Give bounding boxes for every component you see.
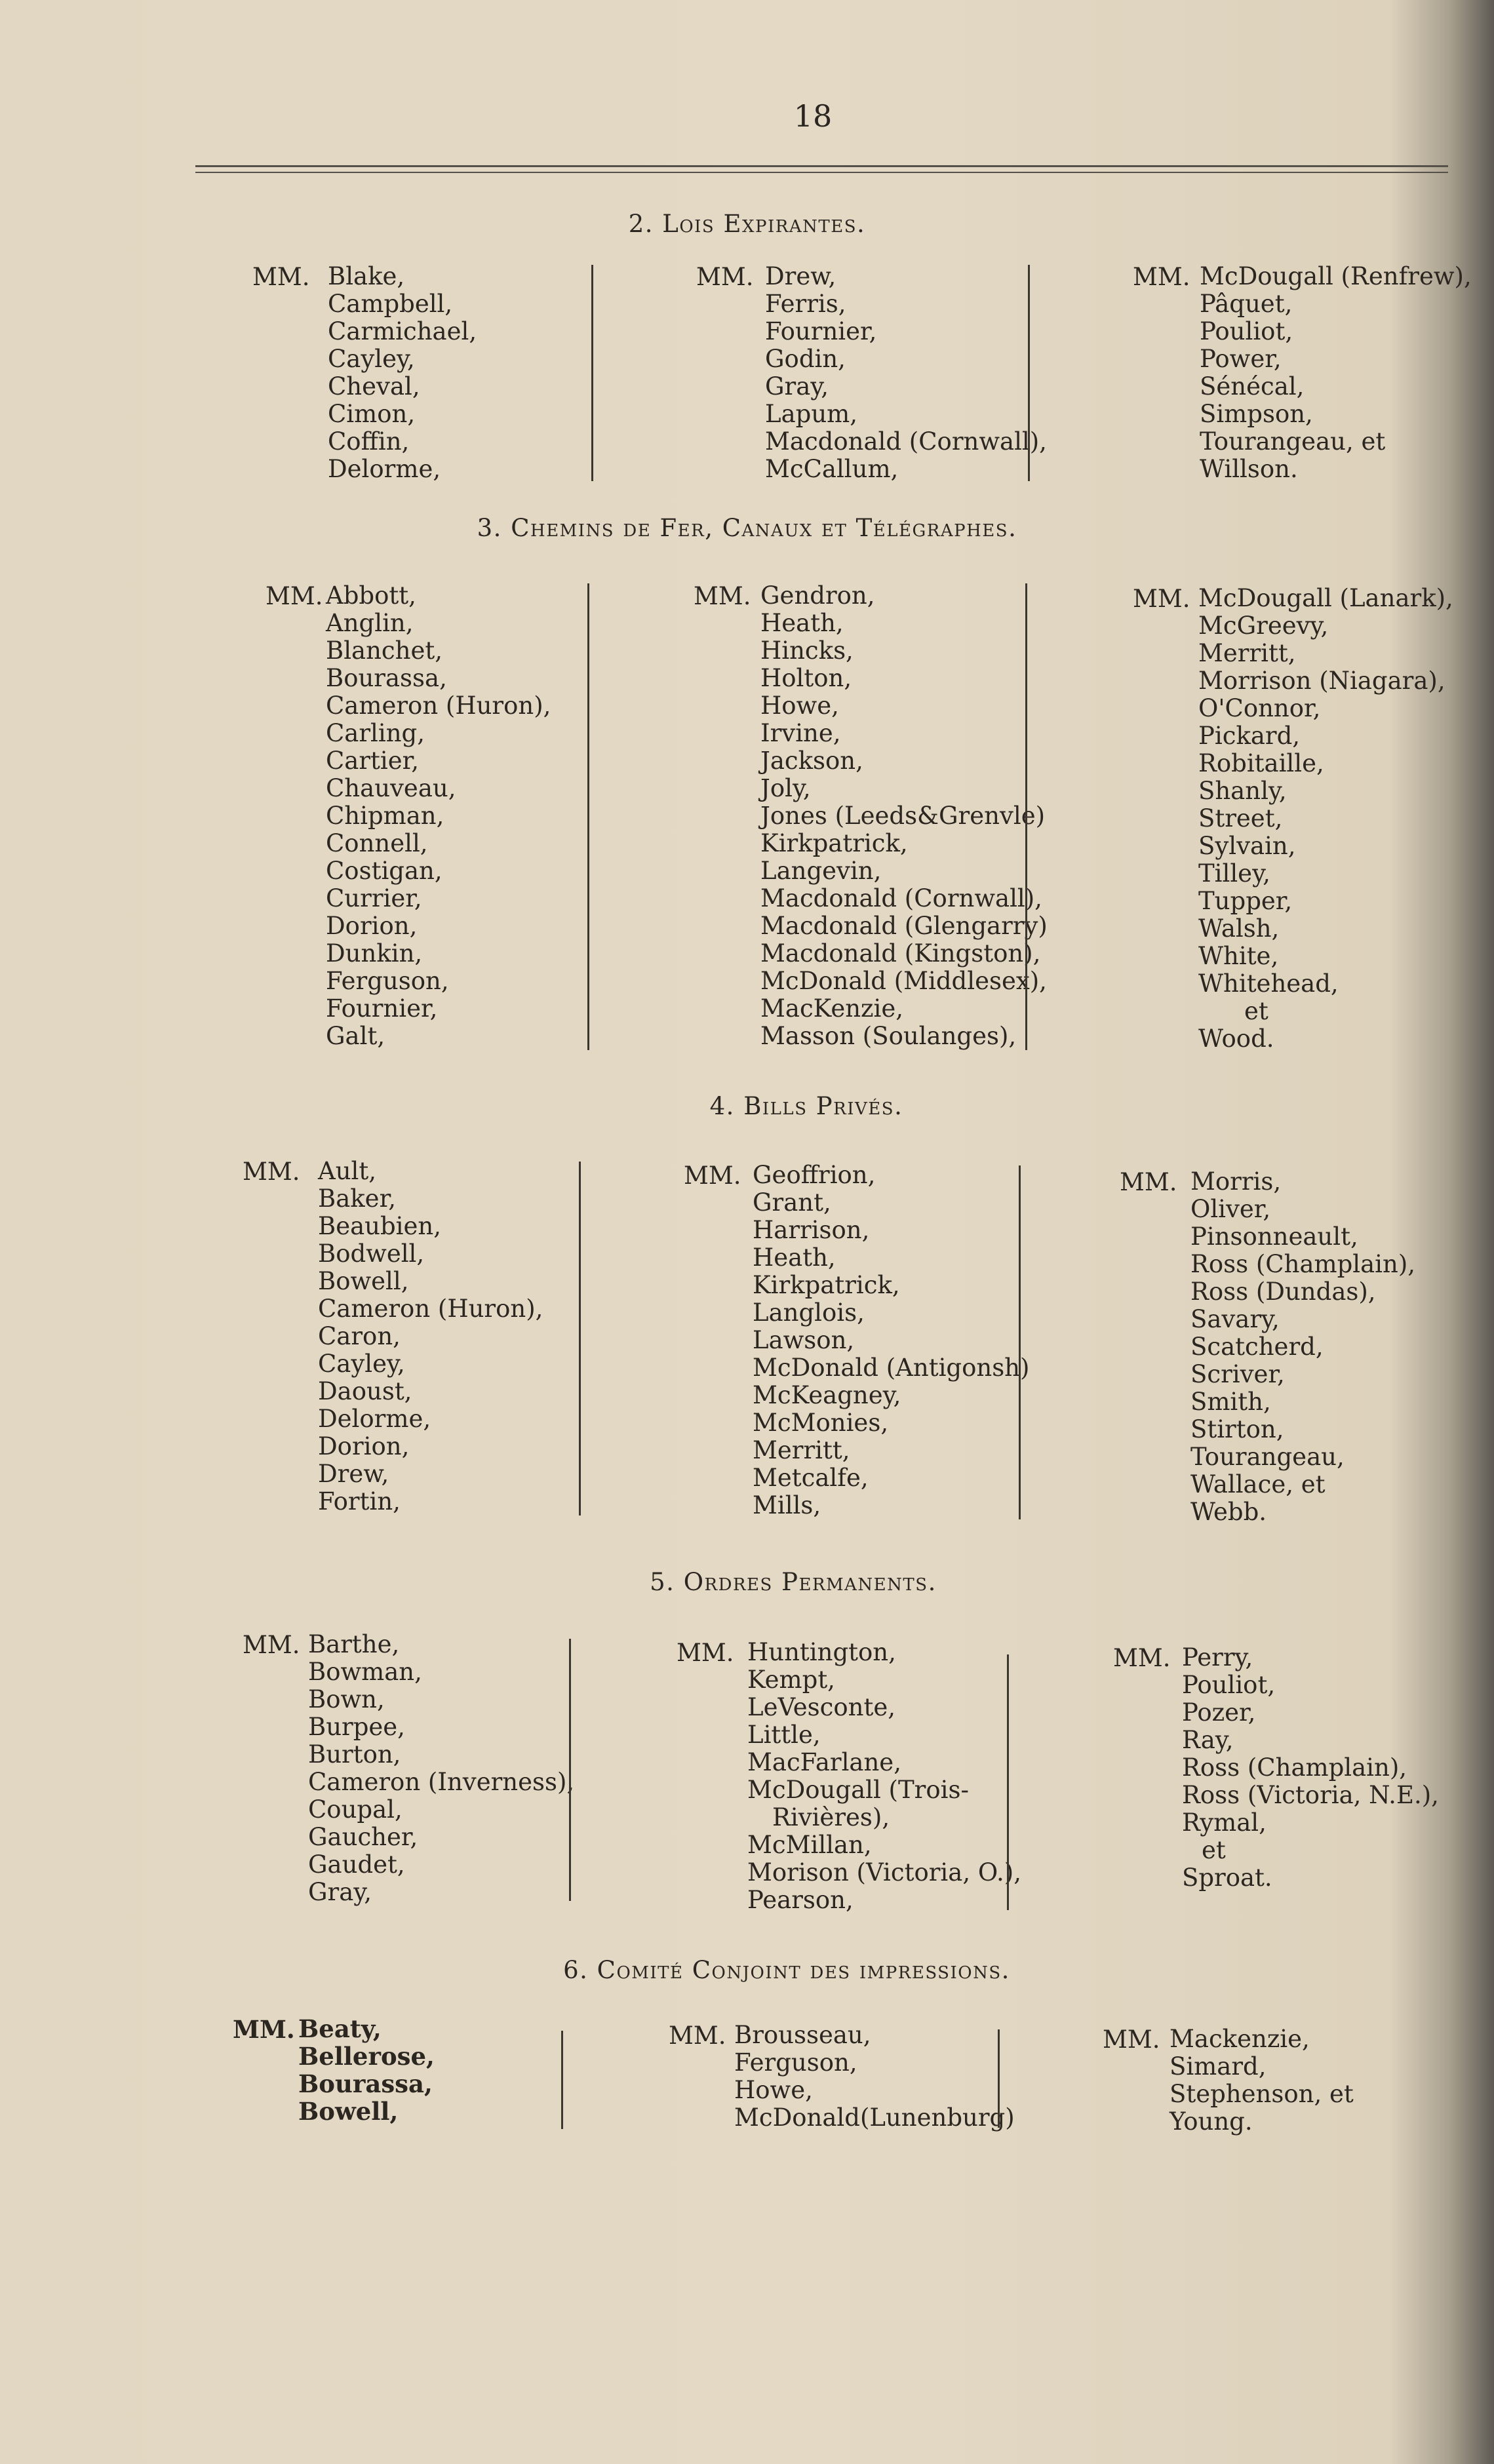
member-list bbox=[1182, 1644, 1439, 1892]
member-name: MacKenzie, bbox=[760, 994, 904, 1023]
member-name: Young. bbox=[1170, 2107, 1253, 2136]
member-name: Currier, bbox=[326, 884, 422, 912]
member-name: MacFarlane, bbox=[747, 1748, 901, 1776]
member-name: Delorme, bbox=[318, 1405, 431, 1433]
member-name: Barthe, bbox=[308, 1630, 400, 1658]
column-divider bbox=[569, 1639, 571, 1901]
member-name: Pouliot, bbox=[1200, 317, 1293, 345]
member-name: Tupper, bbox=[1198, 887, 1293, 915]
member-name: Costigan, bbox=[326, 857, 442, 885]
header-rule bbox=[195, 165, 1448, 167]
column-divider bbox=[1025, 583, 1027, 1050]
member-name: Fortin, bbox=[318, 1487, 401, 1516]
member-name: Ferguson, bbox=[734, 2048, 857, 2077]
member-list bbox=[1198, 585, 1453, 1053]
member-list bbox=[326, 582, 551, 1050]
member-name: Caron, bbox=[318, 1322, 401, 1350]
honorific-prefix: MM. bbox=[684, 1162, 741, 1190]
member-name: McDonald (Middlesex), bbox=[760, 967, 1047, 995]
member-name: Power, bbox=[1200, 345, 1282, 373]
member-name: Pouliot, bbox=[1182, 1671, 1276, 1699]
member-name: McDonald(Lunenburg) bbox=[734, 2103, 1015, 2132]
column-divider bbox=[1007, 1654, 1009, 1910]
member-name: Chipman, bbox=[326, 802, 444, 830]
member-name: Ross (Champlain), bbox=[1182, 1753, 1407, 1782]
honorific-prefix: MM. bbox=[233, 2015, 295, 2044]
member-name: Smith, bbox=[1190, 1388, 1271, 1416]
member-name: Kempt, bbox=[747, 1666, 835, 1694]
member-name: Bodwell, bbox=[318, 1240, 425, 1268]
member-name: Merritt, bbox=[753, 1436, 850, 1464]
member-name: Webb. bbox=[1190, 1498, 1267, 1526]
member-name: Burton, bbox=[308, 1740, 401, 1769]
honorific-prefix: MM. bbox=[677, 1639, 734, 1667]
member-name: Heath, bbox=[760, 609, 844, 637]
member-name: Simard, bbox=[1170, 2052, 1267, 2081]
member-name: Stephenson, et bbox=[1170, 2080, 1354, 2108]
member-name: Hincks, bbox=[760, 636, 854, 665]
member-name: Simpson, bbox=[1200, 400, 1313, 428]
member-name: Beaty, bbox=[298, 2014, 382, 2043]
member-name: Abbott, bbox=[326, 581, 416, 610]
column-divider bbox=[591, 265, 593, 481]
member-name: Langevin, bbox=[760, 857, 882, 885]
member-name: Ault, bbox=[318, 1157, 377, 1185]
member-name: Drew, bbox=[765, 262, 836, 290]
member-name: Willson. bbox=[1200, 455, 1298, 483]
member-list bbox=[760, 582, 1048, 1050]
member-name: Tilley, bbox=[1198, 859, 1270, 888]
member-name: Bowell, bbox=[298, 2097, 399, 2126]
member-name: McKeagney, bbox=[753, 1381, 901, 1409]
member-name: Macdonald (Cornwall), bbox=[765, 427, 1047, 456]
member-list bbox=[747, 1639, 1021, 1914]
member-name: et bbox=[1202, 1836, 1226, 1864]
honorific-prefix: MM. bbox=[1133, 263, 1190, 291]
column-divider bbox=[561, 2031, 563, 2129]
member-list bbox=[298, 2015, 435, 2125]
member-name: Gray, bbox=[765, 372, 829, 401]
member-name: Gaucher, bbox=[308, 1823, 418, 1851]
member-name: Ross (Dundas), bbox=[1190, 1278, 1376, 1306]
honorific-prefix: MM. bbox=[252, 263, 310, 291]
member-list bbox=[1170, 2025, 1354, 2136]
column-divider bbox=[998, 2029, 1000, 2128]
section-title: 5. Ordres Permanents. bbox=[650, 1568, 937, 1596]
member-name: Jones (Leeds&Grenvle) bbox=[760, 802, 1046, 830]
member-name: Pinsonneault, bbox=[1190, 1222, 1358, 1251]
member-name: Savary, bbox=[1190, 1305, 1280, 1333]
member-name: McGreevy, bbox=[1198, 612, 1329, 640]
member-name: White, bbox=[1198, 942, 1279, 970]
member-list bbox=[765, 263, 1047, 483]
member-name: Cayley, bbox=[318, 1350, 405, 1378]
section-title: 3. Chemins de Fer, Canaux et Télégraphes. bbox=[477, 514, 1017, 542]
member-name: Whitehead, bbox=[1198, 969, 1339, 998]
member-name: Bowman, bbox=[308, 1658, 422, 1686]
member-name: Ross (Victoria, N.E.), bbox=[1182, 1781, 1439, 1809]
member-list bbox=[318, 1158, 543, 1516]
member-name: Dorion, bbox=[318, 1432, 410, 1460]
member-name: Mills, bbox=[753, 1491, 821, 1519]
member-name: Carmichael, bbox=[328, 317, 477, 345]
member-name: Pearson, bbox=[747, 1886, 854, 1914]
column-divider bbox=[1028, 265, 1030, 481]
member-name: Cartier, bbox=[326, 747, 420, 775]
member-name: Pozer, bbox=[1182, 1698, 1256, 1727]
member-name: Langlois, bbox=[753, 1299, 865, 1327]
member-list bbox=[1190, 1168, 1415, 1526]
member-name: Heath, bbox=[753, 1243, 836, 1272]
member-name: Macdonald (Kingston), bbox=[760, 939, 1041, 968]
member-name: Macdonald (Glengarry) bbox=[760, 912, 1048, 940]
member-name: Wood. bbox=[1198, 1025, 1274, 1053]
header-rule-thin bbox=[195, 172, 1448, 173]
member-name: McMonies, bbox=[753, 1409, 889, 1437]
member-name: McDougall (Renfrew), bbox=[1200, 262, 1472, 290]
member-name: Harrison, bbox=[753, 1216, 870, 1244]
member-name: Morrison (Niagara), bbox=[1198, 667, 1445, 695]
member-name: McDougall (Lanark), bbox=[1198, 584, 1453, 612]
member-name: Metcalfe, bbox=[753, 1464, 869, 1492]
member-name: Ray, bbox=[1182, 1726, 1234, 1754]
member-name: Cameron (Inverness), bbox=[308, 1768, 575, 1796]
member-name: Connell, bbox=[326, 829, 428, 857]
member-name: Bowell, bbox=[318, 1267, 409, 1295]
page-number: 18 bbox=[793, 98, 833, 134]
section-title: 4. Bills Privés. bbox=[709, 1092, 903, 1120]
column-divider bbox=[587, 583, 589, 1050]
member-name: Bourassa, bbox=[298, 2069, 433, 2098]
member-name: Stirton, bbox=[1190, 1415, 1284, 1443]
member-name: Pâquet, bbox=[1200, 290, 1293, 318]
member-name: Morris, bbox=[1190, 1167, 1282, 1196]
member-name: Blake, bbox=[328, 262, 405, 290]
member-name: Cayley, bbox=[328, 345, 415, 373]
member-name: Cheval, bbox=[328, 372, 420, 401]
member-name: Sproat. bbox=[1182, 1864, 1272, 1892]
member-name: Sylvain, bbox=[1198, 832, 1296, 860]
member-name: Pickard, bbox=[1198, 722, 1301, 750]
member-name: Lawson, bbox=[753, 1326, 855, 1354]
member-name: et bbox=[1244, 997, 1268, 1025]
honorific-prefix: MM. bbox=[265, 582, 323, 610]
member-name: Grant, bbox=[753, 1188, 831, 1217]
member-name: Irvine, bbox=[760, 719, 841, 747]
member-name: Campbell, bbox=[328, 290, 453, 318]
member-name: Holton, bbox=[760, 664, 852, 692]
member-name: Ross (Champlain), bbox=[1190, 1250, 1416, 1278]
member-name: Tourangeau, bbox=[1190, 1443, 1345, 1471]
member-name: Kirkpatrick, bbox=[753, 1271, 900, 1299]
member-list bbox=[753, 1162, 1029, 1519]
member-name: McDonald (Antigonsh) bbox=[753, 1354, 1030, 1382]
member-list bbox=[1200, 263, 1472, 483]
member-name: Scatcherd, bbox=[1190, 1333, 1324, 1361]
honorific-prefix: MM. bbox=[1120, 1168, 1177, 1196]
member-name: Howe, bbox=[760, 692, 839, 720]
section-title: 2. Lois Expirantes. bbox=[628, 210, 866, 238]
member-name: Jackson, bbox=[760, 747, 863, 775]
member-name: Coupal, bbox=[308, 1795, 403, 1824]
member-name: Fournier, bbox=[765, 317, 877, 345]
member-name: Fournier, bbox=[326, 994, 438, 1023]
honorific-prefix: MM. bbox=[1103, 2025, 1160, 2054]
member-name: Dorion, bbox=[326, 912, 418, 940]
member-name: Beaubien, bbox=[318, 1212, 441, 1240]
section-title: 6. Comité Conjoint des impressions. bbox=[563, 1956, 1010, 1984]
member-name: Bown, bbox=[308, 1685, 385, 1713]
member-name: Chauveau, bbox=[326, 774, 456, 802]
member-name: Perry, bbox=[1182, 1643, 1253, 1672]
member-name: Galt, bbox=[326, 1022, 385, 1050]
member-name: Gendron, bbox=[760, 581, 875, 610]
member-name: LeVesconte, bbox=[747, 1693, 896, 1721]
member-name: Gray, bbox=[308, 1878, 372, 1906]
member-name: Brousseau, bbox=[734, 2021, 871, 2049]
member-name: Daoust, bbox=[318, 1377, 412, 1405]
member-name: Shanly, bbox=[1198, 777, 1287, 805]
member-name: Drew, bbox=[318, 1460, 389, 1488]
member-name: Lapum, bbox=[765, 400, 857, 428]
member-name: Geoffrion, bbox=[753, 1161, 876, 1189]
column-divider bbox=[1019, 1165, 1021, 1519]
member-name: Cameron (Huron), bbox=[326, 692, 551, 720]
honorific-prefix: MM. bbox=[696, 263, 754, 291]
member-name: Burpee, bbox=[308, 1713, 405, 1741]
member-name: Rivières), bbox=[772, 1803, 890, 1831]
member-name: Joly, bbox=[760, 774, 811, 802]
member-name: O'Connor, bbox=[1198, 694, 1321, 722]
member-name: Tourangeau, et bbox=[1200, 427, 1386, 456]
member-name: Bourassa, bbox=[326, 664, 447, 692]
member-name: Morison (Victoria, O.), bbox=[747, 1858, 1021, 1887]
honorific-prefix: MM. bbox=[243, 1158, 300, 1186]
member-name: Masson (Soulanges), bbox=[760, 1022, 1017, 1050]
member-name: Sénécal, bbox=[1200, 372, 1305, 401]
member-name: Cameron (Huron), bbox=[318, 1295, 543, 1323]
member-name: Baker, bbox=[318, 1184, 396, 1213]
member-name: Gaudet, bbox=[308, 1850, 405, 1879]
member-name: McMillan, bbox=[747, 1831, 872, 1859]
member-name: Kirkpatrick, bbox=[760, 829, 908, 857]
member-list bbox=[734, 2022, 1015, 2132]
member-name: Blanchet, bbox=[326, 636, 442, 665]
member-list bbox=[308, 1631, 574, 1906]
member-name: Bellerose, bbox=[298, 2042, 435, 2071]
member-name: Street, bbox=[1198, 804, 1283, 832]
member-name: Mackenzie, bbox=[1170, 2025, 1310, 2053]
member-name: Rymal, bbox=[1182, 1809, 1267, 1837]
honorific-prefix: MM. bbox=[243, 1631, 300, 1659]
member-name: Scriver, bbox=[1190, 1360, 1285, 1388]
honorific-prefix: MM. bbox=[694, 582, 751, 610]
member-name: Robitaille, bbox=[1198, 749, 1324, 777]
member-name: Howe, bbox=[734, 2076, 813, 2104]
member-name: Delorme, bbox=[328, 455, 441, 483]
member-name: Walsh, bbox=[1198, 914, 1280, 943]
member-name: Anglin, bbox=[326, 609, 414, 637]
member-name: Huntington, bbox=[747, 1638, 896, 1666]
member-name: Macdonald (Cornwall), bbox=[760, 884, 1042, 912]
member-name: Godin, bbox=[765, 345, 846, 373]
member-name: Coffin, bbox=[328, 427, 410, 456]
column-divider bbox=[579, 1162, 581, 1516]
honorific-prefix: MM. bbox=[1133, 585, 1190, 613]
honorific-prefix: MM. bbox=[1113, 1644, 1171, 1672]
member-name: Oliver, bbox=[1190, 1195, 1271, 1223]
member-name: McCallum, bbox=[765, 455, 899, 483]
member-name: Ferguson, bbox=[326, 967, 449, 995]
member-name: Little, bbox=[747, 1721, 821, 1749]
honorific-prefix: MM. bbox=[669, 2022, 726, 2050]
member-name: Carling, bbox=[326, 719, 425, 747]
member-name: Dunkin, bbox=[326, 939, 423, 968]
member-name: McDougall (Trois- bbox=[747, 1776, 969, 1804]
member-name: Merritt, bbox=[1198, 639, 1296, 667]
member-name: Cimon, bbox=[328, 400, 416, 428]
member-name: Ferris, bbox=[765, 290, 846, 318]
member-list bbox=[328, 263, 477, 483]
member-name: Wallace, et bbox=[1190, 1470, 1326, 1498]
